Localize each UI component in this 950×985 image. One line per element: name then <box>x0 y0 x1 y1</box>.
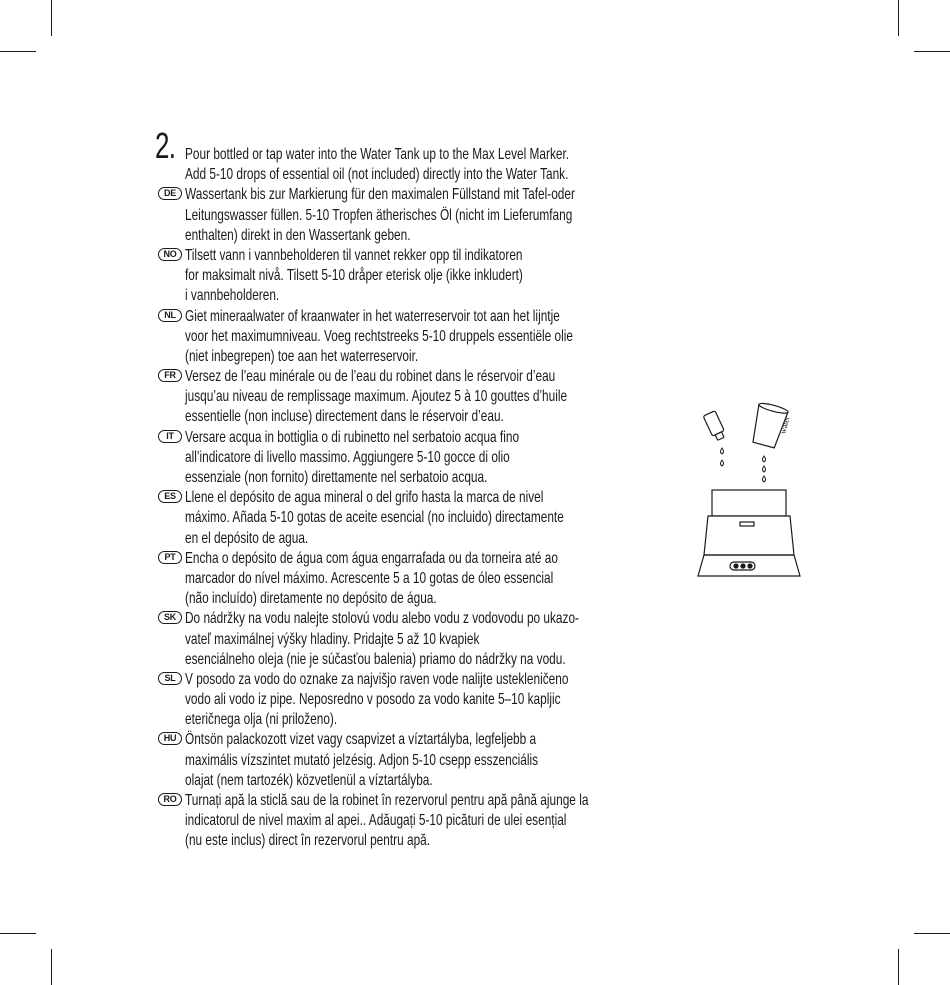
instruction-line: en el depósito de agua. <box>185 529 309 547</box>
language-badge-es: ES <box>158 490 182 503</box>
crop-mark-bottom-right-h <box>914 933 950 934</box>
instruction-line: máximo. Añada 5-10 gotas de aceite esencial (no incluido) directamente <box>185 509 564 527</box>
cup-label: water <box>778 415 792 435</box>
water-cup-icon <box>749 402 793 451</box>
language-badge-nl: NL <box>158 309 182 322</box>
language-badge-pt: PT <box>158 551 182 564</box>
instruction-hu <box>158 730 628 791</box>
crop-mark-bottom-right <box>898 949 899 985</box>
instruction-line: indicatorul de nivel maxim al apei.. Adăugați 5-10 picături de ulei esențial <box>185 812 567 830</box>
instruction-line: V posodo za vodo do oznake za najvišjo raven vode nalijte ustekleničeno <box>185 670 569 688</box>
instruction-line: for maksimalt nivå. Tilsett 5-10 dråper eterisk olje (ikke inkludert) <box>185 267 523 285</box>
instruction-line: esenciálneho oleja (nie je súčasťou balenia) priamo do nádržky na vodu. <box>185 650 566 668</box>
instruction-fr <box>158 367 628 428</box>
instruction-line: Versez de l’eau minérale ou de l’eau du robinet dans le réservoir d’eau <box>185 368 556 386</box>
diffuser-illustration-svg <box>690 400 810 580</box>
step-number: 2. <box>155 125 176 166</box>
instruction-line: Turnați apă la sticlă sau de la robinet în rezervorul pentru apă până ajunge la <box>185 792 589 809</box>
instruction-de <box>158 185 628 246</box>
instruction-line: olajat (nem tartozék) közvetlenül a víztartályba. <box>185 771 433 789</box>
instruction-line: (niet inbegrepen) toe aan het waterreservoir. <box>185 347 419 365</box>
diffuser-illustration <box>690 400 810 580</box>
instruction-line: marcador do nível máximo. Acrescente 5 a 10 gotas de óleo essencial <box>185 569 554 587</box>
crop-mark-top-left <box>51 0 52 36</box>
instruction-line: essenziale (non fornito) direttamente nel serbatoio acqua. <box>185 469 488 486</box>
instruction-sl <box>158 670 628 731</box>
instruction-line: maximális vízszintet mutató jelzésig. Adjon 5-10 csepp esszenciális <box>185 751 539 769</box>
crop-mark-top-left-h <box>0 51 36 52</box>
instruction-line: i vannbeholderen. <box>185 287 280 305</box>
language-badge-it: IT <box>158 430 182 443</box>
instruction-line: Öntsön palackozott vizet vagy csapvizet a víztartályba, legfeljebb a <box>185 731 537 749</box>
instruction-pt <box>158 549 628 610</box>
instruction-line: Pour bottled or tap water into the Water Tank up to the Max Level Marker. <box>185 146 570 163</box>
instruction-line: vateľ maximálnej výšky hladiny. Pridajte 5 až 10 kvapiek <box>185 630 480 648</box>
instruction-line: Wassertank bis zur Markierung für den maximalen Füllstand mit Tafel-oder <box>185 186 575 204</box>
instruction-line: Llene el depósito de agua mineral o del grifo hasta la marca de nivel <box>185 489 544 507</box>
instruction-it <box>158 428 628 489</box>
oil-bottle-icon <box>703 411 727 442</box>
instruction-line: Versare acqua in bottiglia o di rubinetto nel serbatoio acqua fino <box>185 428 520 446</box>
water-drop-icon <box>721 448 724 466</box>
instruction-line: jusqu’au niveau de remplissage maximum. Ajoutez 5 à 10 gouttes d’huile <box>185 388 568 406</box>
instruction-line: Tilsett vann i vannbeholderen til vannet rekker opp til indikatoren <box>185 246 523 264</box>
instruction-en <box>158 145 628 185</box>
water-drop-icon <box>763 456 766 482</box>
instruction-line: (nu este inclus) direct în rezervorul pentru apă. <box>185 832 431 850</box>
crop-mark-bottom-left <box>51 949 52 985</box>
crop-mark-top-right-h <box>914 51 950 52</box>
instruction-line: all’indicatore di livello massimo. Aggiungere 5-10 gocce di olio <box>185 448 510 466</box>
instruction-line: vodo ali vodo iz pipe. Neposredno v posodo za vodo kanite 5–10 kapljic <box>185 691 561 709</box>
instruction-line: eteričnega olja (ni priloženo). <box>185 711 338 729</box>
instruction-line: voor het maximumniveau. Voeg rechtstreeks 5-10 druppels essentiële olie <box>185 327 574 345</box>
instruction-line: essentielle (non incluse) directement dans le réservoir d’eau. <box>185 408 504 426</box>
instruction-line: Do nádržky na vodu nalejte stolovú vodu alebo vodu z vodovodu po ukazo- <box>185 610 579 628</box>
crop-mark-top-right <box>898 0 899 36</box>
language-badge-sl: SL <box>158 672 182 685</box>
instruction-line: (não incluído) diretamente no depósito de água. <box>185 590 437 608</box>
instruction-line: Giet mineraalwater of kraanwater in het waterreservoir tot aan het lijntje <box>185 307 560 325</box>
language-badge-de: DE <box>158 187 182 200</box>
instruction-list <box>158 145 628 852</box>
instruction-no <box>158 246 628 307</box>
language-badge-no: NO <box>158 248 182 261</box>
language-badge-hu: HU <box>158 732 182 745</box>
language-badge-ro: RO <box>158 793 182 806</box>
crop-mark-bottom-left-h <box>0 933 36 934</box>
language-badge-sk: SK <box>158 611 182 624</box>
language-badge-fr: FR <box>158 369 182 382</box>
instruction-es <box>158 488 628 549</box>
instruction-line: enthalten) direkt in den Wassertank geben. <box>185 226 411 244</box>
instruction-sk <box>158 609 628 670</box>
instruction-nl <box>158 307 628 368</box>
instruction-line: Leitungswasser füllen. 5-10 Tropfen ätherisches Öl (nicht im Lieferumfang <box>185 206 573 224</box>
instruction-ro <box>158 791 628 852</box>
instruction-line: Encha o depósito de água com água engarrafada ou da torneira até ao <box>185 549 558 567</box>
instruction-line: Add 5-10 drops of essential oil (not included) directly into the Water Tank. <box>185 166 569 184</box>
diffuser-icon <box>698 490 800 576</box>
